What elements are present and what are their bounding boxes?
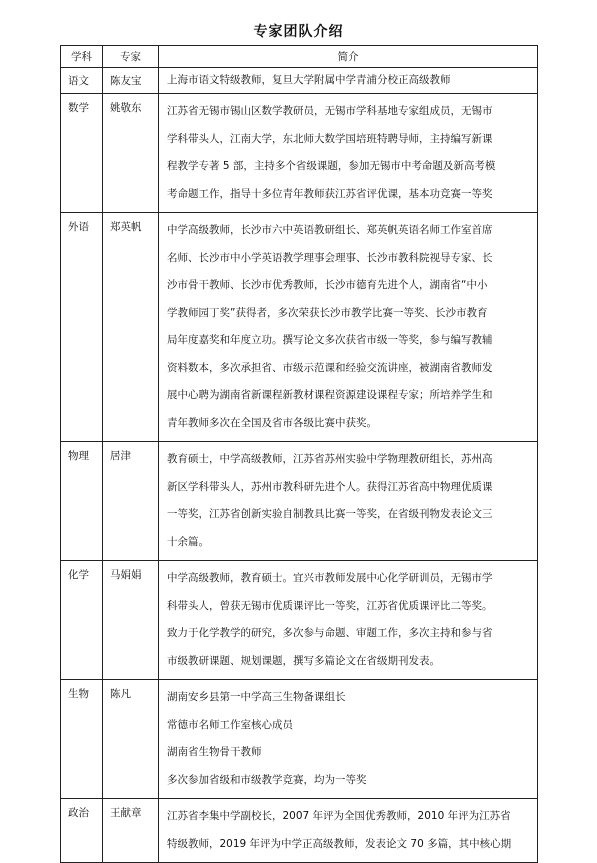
table-row <box>61 442 538 561</box>
intro-line: 一等奖，江苏省创新实验自制教具比赛一等奖，在省级刊物发表论文三 <box>167 508 493 520</box>
intro-line: 上海市语文特级教师，复旦大学附属中学青浦分校正高级教师 <box>167 74 451 86</box>
table-row <box>61 680 538 799</box>
intro-line: 名师、长沙市中小学英语教学理事会理事、长沙市教科院视导专家、长 <box>167 251 493 264</box>
intro-line: 中学高级教师，教育硕士。宜兴市教师发展中心化学研训员，无锡市学 <box>167 572 493 584</box>
intro-line: 局年度嘉奖和年度立功。撰写论文多次获省市级一等奖，参与编写教辅 <box>167 334 493 346</box>
expert-name-cell: 马娟娟 <box>103 561 159 680</box>
intro-line: 湖南安乡县第一中学高三生物备课组长 <box>167 691 346 703</box>
expert-name-cell: 居津 <box>103 442 159 561</box>
intro-cell <box>159 442 538 561</box>
intro-cell <box>159 680 538 799</box>
header-expert: 专家 <box>103 46 159 68</box>
intro-line: 新区学科带头人，苏州市教科研先进个人。获得江苏省高中物理优质课 <box>167 480 493 493</box>
header-intro: 简介 <box>159 46 538 68</box>
intro-cell <box>159 799 538 863</box>
subject-cell: 生物 <box>61 680 103 799</box>
intro-line: 多次参加省级和市级教学竞赛，均为一等奖 <box>167 773 367 786</box>
expert-name-cell: 姚敬东 <box>103 94 159 213</box>
intro-line: 十余篇。 <box>167 535 209 548</box>
intro-line: 程教学专著 5 部，主持多个省级课题，参加无锡市中考命题及新高考模 <box>167 160 496 172</box>
intro-line: 常德市名师工作室核心成员 <box>167 718 293 731</box>
subject-cell: 化学 <box>61 561 103 680</box>
table-row <box>61 68 538 94</box>
intro-cell <box>159 213 538 442</box>
intro-line: 学教师园丁奖”获得者，多次荣获长沙市教学比赛一等奖、长沙市教育 <box>167 306 488 319</box>
table-row <box>61 213 538 442</box>
intro-line: 湖南省生物骨干教师 <box>167 746 262 758</box>
intro-line: 特级教师，2019 年评为中学正高级教师，发表论文 70 多篇，其中核心期 <box>167 837 512 850</box>
intro-cell <box>159 68 538 94</box>
intro-line: 中学高级教师，长沙市六中英语教研组长、郑英帆英语名师工作室首席 <box>167 224 493 236</box>
intro-line: 教育硕士，中学高级教师，江苏省苏州实验中学物理教研组长，苏州高 <box>167 453 493 465</box>
subject-cell: 数学 <box>61 94 103 213</box>
expert-name-cell: 郑英帆 <box>103 213 159 442</box>
subject-cell: 语文 <box>61 68 103 94</box>
intro-line: 展中心聘为湖南省新课程新教材课程资源建设课程专家；所培养学生和 <box>167 389 493 401</box>
subject-cell: 物理 <box>61 442 103 561</box>
page-title: 专家团队介绍 <box>253 24 344 40</box>
intro-cell <box>159 561 538 680</box>
expert-name-cell: 陈凡 <box>103 680 159 799</box>
intro-line: 青年教师多次在全国及省市各级比赛中获奖。 <box>167 416 377 429</box>
intro-line: 江苏省无锡市锡山区数学教研员，无锡市学科基地专家组成员，无锡市 <box>167 105 493 117</box>
subject-cell: 外语 <box>61 213 103 442</box>
expert-table <box>60 45 538 863</box>
intro-line: 科带头人，曾获无锡市优质课评比一等奖，江苏省优质课评比二等奖。 <box>167 599 493 612</box>
subject-cell: 政治 <box>61 799 103 863</box>
intro-cell <box>159 94 538 213</box>
intro-line: 沙市骨干教师、长沙市优秀教师，长沙市德育先进个人，湖南省“中小 <box>167 279 488 291</box>
table-row <box>61 799 538 863</box>
intro-line: 江苏省李集中学副校长，2007 年评为全国优秀教师，2010 年评为江苏省 <box>167 810 511 822</box>
intro-line: 考命题工作，指导十多位青年教师获江苏省评优课，基本功竞赛一等奖 <box>167 187 493 200</box>
intro-line: 致力于化学教学的研究，多次参与命题、审题工作，多次主持和参与省 <box>167 627 493 639</box>
table-row <box>61 561 538 680</box>
header-subject: 学科 <box>61 46 103 68</box>
intro-line: 市级教研课题、规划课题，撰写多篇论文在省级期刊发表。 <box>167 654 440 667</box>
intro-line: 学科带头人，江南大学，东北师大数学国培班特聘导师，主持编写新课 <box>167 132 493 145</box>
table-header-row <box>61 46 538 68</box>
expert-name-cell: 陈友宝 <box>103 68 159 94</box>
expert-name-cell: 王献章 <box>103 799 159 863</box>
table-row <box>61 94 538 213</box>
intro-line: 资料数本，多次承担省、市级示范课和经验交流讲座，被湖南省教师发 <box>167 361 493 374</box>
